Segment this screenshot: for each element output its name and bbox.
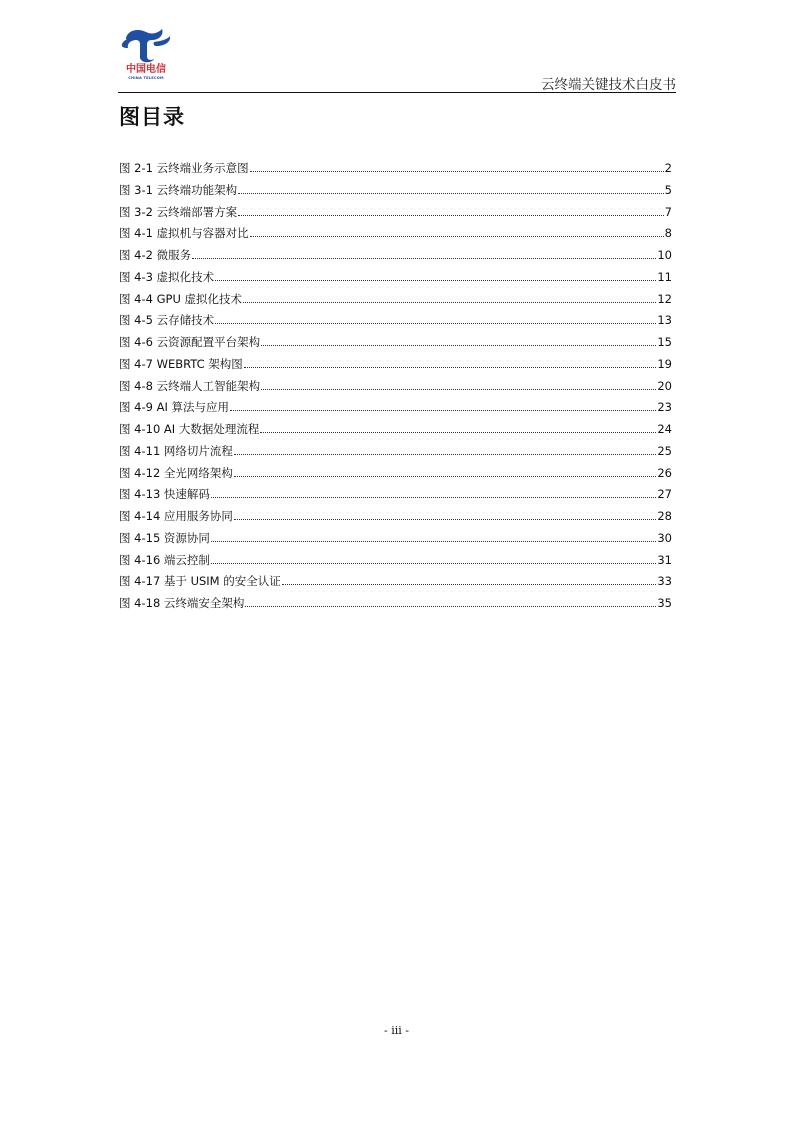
china-telecom-logo	[118, 26, 174, 88]
toc-entry[interactable]	[119, 508, 672, 530]
toc-entry-page: 10	[657, 248, 672, 262]
toc-entry-page: 25	[657, 443, 672, 458]
toc-entry-page: 28	[657, 509, 672, 523]
toc-entry[interactable]	[119, 552, 672, 574]
toc-entry-label: 图 4-9 AI 算法与应用	[119, 400, 230, 415]
dot-leader	[261, 388, 656, 390]
toc-entry-label: 图 4-13 快速解码	[119, 487, 210, 502]
toc-entry-page: 13	[657, 313, 672, 328]
toc-entry-page: 15	[657, 335, 672, 349]
toc-entry-label: 图 2-1 云终端业务示意图	[119, 161, 249, 175]
toc-entry[interactable]	[119, 291, 672, 313]
dot-leader	[230, 409, 656, 411]
document-title: 云终端关键技术白皮书	[541, 77, 676, 93]
toc-entry[interactable]	[119, 269, 672, 291]
toc-entry[interactable]	[119, 312, 672, 334]
toc-entry-page: 5	[664, 182, 672, 197]
dot-leader	[211, 496, 656, 498]
toc-entry-page: 30	[657, 530, 672, 545]
toc-entry-page: 7	[664, 204, 672, 219]
toc-entry[interactable]	[119, 486, 672, 508]
toc-entry-page: 23	[657, 400, 672, 415]
toc-entry-label: 图 4-17 基于 USIM 的安全认证	[119, 574, 281, 589]
logo-chinese-text: 中国电信	[126, 64, 166, 75]
toc-entry[interactable]	[119, 530, 672, 552]
toc-entry-page: 24	[657, 422, 672, 436]
toc-entry-page: 2	[664, 161, 672, 175]
toc-entry-label: 图 4-5 云存储技术	[119, 313, 215, 328]
dot-leader	[243, 301, 656, 303]
toc-entry-label: 图 4-14 应用服务协同	[119, 509, 233, 523]
logo-english-text: CHINA TELECOM	[128, 76, 164, 80]
toc-entry-label: 图 4-12 全光网络架构	[119, 465, 233, 480]
toc-entry-label: 图 4-1 虚拟机与容器对比	[119, 226, 249, 241]
toc-entry-label: 图 4-11 网络切片流程	[119, 443, 233, 458]
dot-leader	[234, 518, 656, 520]
toc-entry-label: 图 4-2 微服务	[119, 248, 192, 262]
page-title: 图目录	[119, 105, 185, 129]
dot-leader	[234, 475, 656, 477]
toc-entry[interactable]	[119, 225, 672, 247]
toc-entry-page: 26	[657, 465, 672, 480]
toc-entry[interactable]	[119, 421, 672, 443]
toc-entry-label: 图 4-3 虚拟化技术	[119, 269, 215, 284]
toc-entry-label: 图 3-2 云终端部署方案	[119, 204, 238, 219]
toc-entry[interactable]	[119, 573, 672, 595]
toc-entry-page: 8	[664, 226, 672, 241]
dot-leader	[238, 214, 664, 216]
toc-entry-label: 图 4-7 WEBRTC 架构图	[119, 356, 243, 371]
toc-entry[interactable]	[119, 356, 672, 378]
toc-entry-label: 图 4-4 GPU 虚拟化技术	[119, 291, 243, 306]
toc-entry-page: 27	[657, 487, 672, 502]
toc-entry[interactable]	[119, 247, 672, 269]
toc-entry-page: 19	[657, 356, 672, 371]
toc-entry-label: 图 4-8 云终端人工智能架构	[119, 378, 261, 393]
toc-entry-page: 12	[657, 291, 672, 306]
toc-entry-label: 图 4-18 云终端安全架构	[119, 596, 245, 610]
toc-entry-label: 图 4-10 AI 大数据处理流程	[119, 422, 260, 436]
toc-entry-label: 图 4-15 资源协同	[119, 530, 210, 545]
toc-entry-label: 图 4-16 端云控制	[119, 552, 210, 567]
figure-list	[119, 160, 672, 617]
toc-entry[interactable]	[119, 160, 672, 182]
toc-entry-page: 31	[657, 552, 672, 567]
dot-leader	[192, 257, 656, 259]
dot-leader	[250, 170, 664, 172]
toc-entry[interactable]	[119, 399, 672, 421]
dot-leader	[211, 562, 656, 564]
dot-leader	[260, 431, 656, 433]
dot-leader	[261, 344, 656, 346]
toc-entry[interactable]	[119, 182, 672, 204]
dot-leader	[211, 540, 656, 542]
china-telecom-logo-icon	[118, 26, 174, 64]
dot-leader	[238, 192, 664, 194]
toc-entry[interactable]	[119, 465, 672, 487]
toc-entry[interactable]	[119, 378, 672, 400]
dot-leader	[215, 279, 656, 281]
dot-leader	[250, 235, 664, 237]
toc-entry[interactable]	[119, 595, 672, 617]
dot-leader	[234, 453, 656, 455]
toc-entry[interactable]	[119, 334, 672, 356]
toc-entry-label: 图 4-6 云资源配置平台架构	[119, 335, 261, 349]
dot-leader	[282, 583, 657, 585]
toc-entry-page: 33	[657, 574, 672, 589]
toc-entry-page: 20	[657, 378, 672, 393]
page-number: - iii -	[384, 1024, 409, 1037]
header-divider	[118, 92, 676, 93]
toc-entry[interactable]	[119, 204, 672, 226]
toc-entry-label: 图 3-1 云终端功能架构	[119, 182, 238, 197]
dot-leader	[215, 322, 656, 324]
toc-entry[interactable]	[119, 443, 672, 465]
dot-leader	[245, 605, 656, 607]
dot-leader	[244, 366, 657, 368]
toc-entry-page: 35	[657, 596, 672, 610]
toc-entry-page: 11	[657, 269, 672, 284]
